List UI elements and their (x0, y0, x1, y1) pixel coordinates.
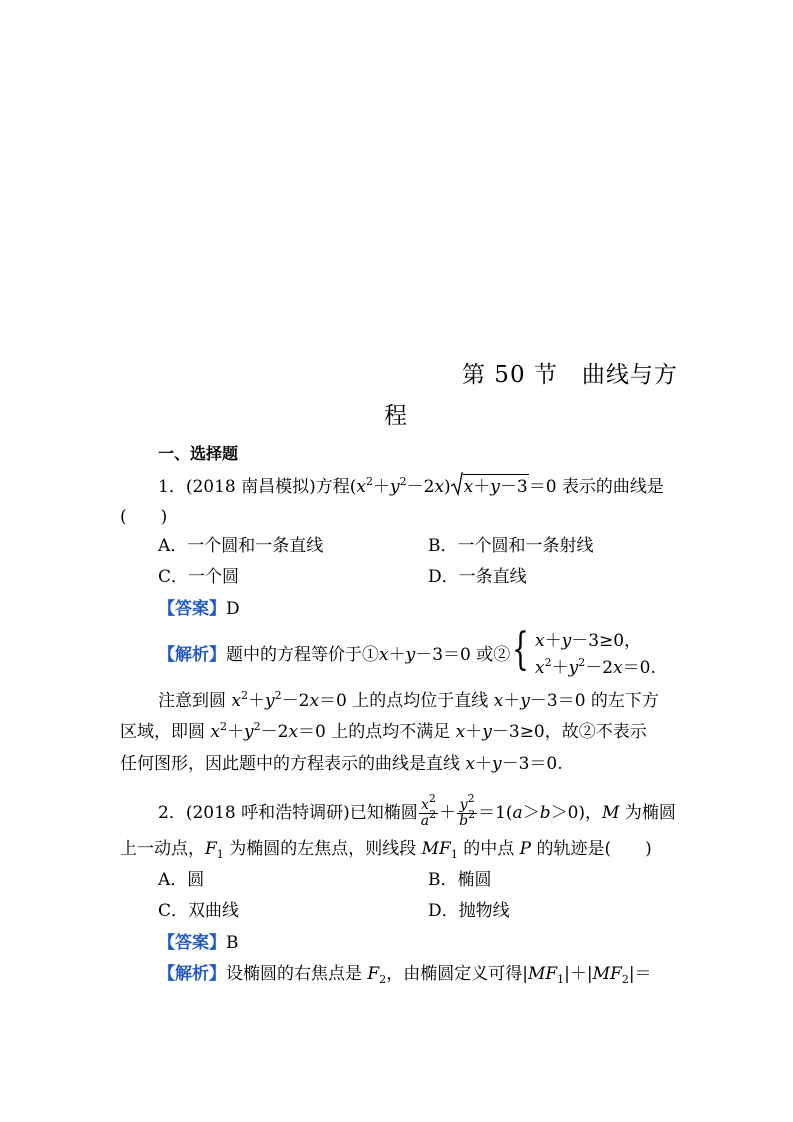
q1-analysis: 【解析】题中的方程等价于①x＋y－3＝0 或② (158, 645, 511, 665)
ellipse-fraction-y: $\frac{y^2}{b^2}$ (459, 792, 476, 829)
q1-answer: 【答案】D (158, 599, 240, 619)
system-brace: { (512, 624, 529, 675)
system-line-1: x＋y－3≥0， (535, 631, 642, 651)
sqrt-symbol: x＋y－3 (451, 474, 529, 499)
q1-stem: 1．(2018 南昌模拟)方程$(x^2+y^2-2x)$ x＋y－3＝0 表示的曲线是 (158, 475, 664, 497)
q1-option-c: C．一个圆 (158, 567, 240, 587)
section-heading: 一、选择题 (158, 444, 239, 463)
q1-paren: ( ) (120, 507, 168, 527)
q2-answer: 【答案】B (158, 933, 239, 953)
q2-option-d: D．抛物线 (428, 901, 510, 921)
q2-stem: 2．(2018 呼和浩特调研)已知椭圆 $\frac{x^2}{a^2}$ ＋ $\frac{y^2}{b^2}$ ＝1(a＞b＞0)，M 为椭圆 (158, 792, 676, 829)
q1-explain-line2: 区域，即圆 $x^2+y^2-2x=0$ 上的点均不满足 x＋y－3≥0，故②不表示 (120, 720, 647, 742)
system-line-2: $x^2+y^2-2x=0$. (535, 656, 656, 678)
q1-explain-line1: 注意到圆 $x^2+y^2-2x=0$ 上的点均位于直线 x＋y－3＝0 的左下方 (158, 689, 659, 711)
q1-explain-line3: 任何图形，因此题中的方程表示的曲线是直线 x＋y－3＝0. (120, 754, 563, 774)
page-title-line2: 程 (384, 403, 408, 429)
q2-option-c: C．双曲线 (158, 901, 240, 921)
q1-option-d: D．一条直线 (428, 567, 527, 587)
q2-option-a: A．圆 (158, 870, 205, 890)
ellipse-fraction-x: $\frac{x^2}{a^2}$ (420, 792, 437, 829)
q1-option-a: A．一个圆和一条直线 (158, 536, 324, 556)
page-title-line1: 第 50 节 曲线与方 (462, 362, 678, 388)
q2-option-b: B．椭圆 (428, 870, 492, 890)
q2-stem-line2: 上一动点，$F_1$ 为椭圆的左焦点，则线段 $MF_1$ 的中点 P 的轨迹是( ) (120, 839, 652, 861)
q1-option-b: B．一个圆和一条射线 (428, 536, 594, 556)
q2-analysis: 【解析】设椭圆的右焦点是 $F_2$，由椭圆定义可得$|MF_1|+|MF_2|=$ (158, 964, 652, 986)
